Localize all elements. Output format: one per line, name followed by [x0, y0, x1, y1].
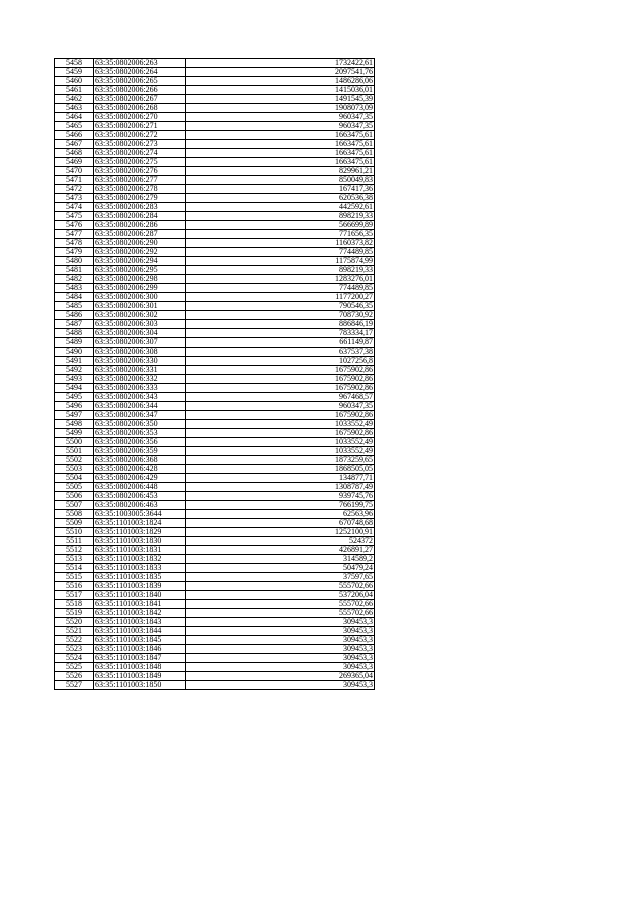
cadastral-number-cell: 63:35:0802006:344 — [94, 401, 186, 410]
cadastral-number-cell: 63:35:0802006:298 — [94, 275, 186, 284]
value-cell: 960347,35 — [186, 122, 375, 131]
value-cell: 790546,35 — [186, 302, 375, 311]
cadastral-number-cell: 63:35:1101003:1839 — [94, 581, 186, 590]
table-row — [55, 636, 375, 645]
row-number-cell: 5467 — [55, 140, 94, 149]
table-row — [55, 239, 375, 248]
table-row — [55, 77, 375, 86]
cadastral-number-cell: 63:35:0802006:350 — [94, 419, 186, 428]
cadastral-number-cell: 63:35:0802006:347 — [94, 410, 186, 419]
value-cell: 661149,87 — [186, 338, 375, 347]
cadastral-number-cell: 63:35:0802006:356 — [94, 437, 186, 446]
cadastral-number-cell: 63:35:0802006:453 — [94, 491, 186, 500]
value-cell: 269365,04 — [186, 672, 375, 681]
table-row — [55, 645, 375, 654]
value-cell: 309453,3 — [186, 663, 375, 672]
value-cell: 426891,27 — [186, 545, 375, 554]
table-row — [55, 203, 375, 212]
row-number-cell: 5522 — [55, 636, 94, 645]
cadastral-number-cell: 63:35:1101003:1841 — [94, 599, 186, 608]
value-cell: 898219,33 — [186, 266, 375, 275]
table-row — [55, 464, 375, 473]
value-cell: 774489,85 — [186, 284, 375, 293]
value-cell: 50479,24 — [186, 563, 375, 572]
table-row — [55, 491, 375, 500]
table-row — [55, 626, 375, 635]
row-number-cell: 5481 — [55, 266, 94, 275]
table-row — [55, 554, 375, 563]
row-number-cell: 5466 — [55, 131, 94, 140]
value-cell: 1033552,49 — [186, 437, 375, 446]
value-cell: 309453,3 — [186, 645, 375, 654]
value-cell: 314589,2 — [186, 554, 375, 563]
cadastral-number-cell: 63:35:1101003:1850 — [94, 681, 186, 690]
cadastral-number-cell: 63:35:0802006:278 — [94, 185, 186, 194]
value-cell: 1675902,86 — [186, 428, 375, 437]
row-number-cell: 5475 — [55, 212, 94, 221]
value-cell: 960347,35 — [186, 401, 375, 410]
row-number-cell: 5489 — [55, 338, 94, 347]
table-row — [55, 590, 375, 599]
row-number-cell: 5501 — [55, 446, 94, 455]
table-row — [55, 599, 375, 608]
row-number-cell: 5523 — [55, 645, 94, 654]
table-row — [55, 608, 375, 617]
value-cell: 960347,35 — [186, 113, 375, 122]
table-row — [55, 410, 375, 419]
row-number-cell: 5493 — [55, 374, 94, 383]
cadastral-number-cell: 63:35:0802006:463 — [94, 500, 186, 509]
table-row — [55, 320, 375, 329]
table-row — [55, 374, 375, 383]
cadastral-number-cell: 63:35:0802006:264 — [94, 68, 186, 77]
row-number-cell: 5486 — [55, 311, 94, 320]
row-number-cell: 5494 — [55, 383, 94, 392]
row-number-cell: 5468 — [55, 149, 94, 158]
row-number-cell: 5511 — [55, 536, 94, 545]
value-cell: 309453,3 — [186, 654, 375, 663]
cadastral-number-cell: 63:35:0802006:343 — [94, 392, 186, 401]
row-number-cell: 5500 — [55, 437, 94, 446]
value-cell: 670748,68 — [186, 518, 375, 527]
table-row — [55, 536, 375, 545]
table-row — [55, 257, 375, 266]
row-number-cell: 5503 — [55, 464, 94, 473]
value-cell: 555702,66 — [186, 608, 375, 617]
row-number-cell: 5487 — [55, 320, 94, 329]
table-row — [55, 131, 375, 140]
row-number-cell: 5513 — [55, 554, 94, 563]
value-cell: 1160373,82 — [186, 239, 375, 248]
row-number-cell: 5502 — [55, 455, 94, 464]
cadastral-number-cell: 63:35:0802006:266 — [94, 86, 186, 95]
cadastral-number-cell: 63:35:0802006:308 — [94, 347, 186, 356]
table-row — [55, 383, 375, 392]
row-number-cell: 5473 — [55, 194, 94, 203]
value-cell: 898219,33 — [186, 212, 375, 221]
cadastral-number-cell: 63:35:1101003:1824 — [94, 518, 186, 527]
row-number-cell: 5477 — [55, 230, 94, 239]
cadastral-number-cell: 63:35:1101003:1833 — [94, 563, 186, 572]
table-row — [55, 572, 375, 581]
table-row — [55, 527, 375, 536]
value-cell: 637537,38 — [186, 347, 375, 356]
value-cell: 1033552,49 — [186, 419, 375, 428]
cadastral-number-cell: 63:35:1101003:1843 — [94, 617, 186, 626]
row-number-cell: 5461 — [55, 86, 94, 95]
cadastral-number-cell: 63:35:0802006:265 — [94, 77, 186, 86]
row-number-cell: 5479 — [55, 248, 94, 257]
cadastral-number-cell: 63:35:0802006:287 — [94, 230, 186, 239]
row-number-cell: 5460 — [55, 77, 94, 86]
cadastral-number-cell: 63:35:0802006:428 — [94, 464, 186, 473]
row-number-cell: 5458 — [55, 59, 94, 68]
value-cell: 524372 — [186, 536, 375, 545]
table-row — [55, 473, 375, 482]
value-cell: 1491545,39 — [186, 95, 375, 104]
cadastral-number-cell: 63:35:0802006:448 — [94, 482, 186, 491]
row-number-cell: 5480 — [55, 257, 94, 266]
value-cell: 1663475,61 — [186, 131, 375, 140]
row-number-cell: 5510 — [55, 527, 94, 536]
value-cell: 939745,76 — [186, 491, 375, 500]
row-number-cell: 5482 — [55, 275, 94, 284]
table-row — [55, 392, 375, 401]
value-cell: 1252100,91 — [186, 527, 375, 536]
value-cell: 1027256,8 — [186, 356, 375, 365]
value-cell: 1486286,06 — [186, 77, 375, 86]
table-row — [55, 95, 375, 104]
table-row — [55, 86, 375, 95]
row-number-cell: 5524 — [55, 654, 94, 663]
table-row — [55, 68, 375, 77]
table-row — [55, 437, 375, 446]
row-number-cell: 5470 — [55, 167, 94, 176]
table-row — [55, 681, 375, 690]
row-number-cell: 5527 — [55, 681, 94, 690]
row-number-cell: 5514 — [55, 563, 94, 572]
row-number-cell: 5497 — [55, 410, 94, 419]
value-cell: 62563,96 — [186, 509, 375, 518]
value-cell: 1732422,61 — [186, 59, 375, 68]
cadastral-number-cell: 63:35:0802006:303 — [94, 320, 186, 329]
table-row — [55, 419, 375, 428]
cadastral-number-cell: 63:35:0802006:294 — [94, 257, 186, 266]
row-number-cell: 5517 — [55, 590, 94, 599]
row-number-cell: 5465 — [55, 122, 94, 131]
table-row — [55, 654, 375, 663]
cadastral-number-cell: 63:35:0802006:304 — [94, 329, 186, 338]
value-cell: 620536,38 — [186, 194, 375, 203]
value-cell: 134877,71 — [186, 473, 375, 482]
table-row — [55, 113, 375, 122]
table-row — [55, 284, 375, 293]
value-cell: 1177200,27 — [186, 293, 375, 302]
row-number-cell: 5521 — [55, 626, 94, 635]
table-row — [55, 329, 375, 338]
cadastral-number-cell: 63:35:1101003:1847 — [94, 654, 186, 663]
row-number-cell: 5463 — [55, 104, 94, 113]
value-cell: 309453,3 — [186, 681, 375, 690]
cadastral-number-cell: 63:35:1101003:1829 — [94, 527, 186, 536]
cadastral-number-cell: 63:35:0802006:368 — [94, 455, 186, 464]
cadastral-number-cell: 63:35:0802006:274 — [94, 149, 186, 158]
value-cell: 1675902,86 — [186, 374, 375, 383]
row-number-cell: 5491 — [55, 356, 94, 365]
cadastral-number-cell: 63:35:0802006:271 — [94, 122, 186, 131]
value-cell: 555702,66 — [186, 599, 375, 608]
value-cell: 1675902,86 — [186, 365, 375, 374]
row-number-cell: 5476 — [55, 221, 94, 230]
value-cell: 537206,04 — [186, 590, 375, 599]
cadastral-number-cell: 63:35:0802006:359 — [94, 446, 186, 455]
cadastral-number-cell: 63:35:0802006:275 — [94, 158, 186, 167]
row-number-cell: 5516 — [55, 581, 94, 590]
cadastral-value-table — [54, 58, 375, 690]
cadastral-number-cell: 63:35:1101003:1840 — [94, 590, 186, 599]
value-cell: 850049,83 — [186, 176, 375, 185]
cadastral-number-cell: 63:35:0802006:286 — [94, 221, 186, 230]
table-row — [55, 401, 375, 410]
row-number-cell: 5485 — [55, 302, 94, 311]
cadastral-number-cell: 63:35:1101003:1830 — [94, 536, 186, 545]
table-row — [55, 446, 375, 455]
table-row — [55, 356, 375, 365]
row-number-cell: 5508 — [55, 509, 94, 518]
cadastral-number-cell: 63:35:1003005:3644 — [94, 509, 186, 518]
cadastral-number-cell: 63:35:1101003:1845 — [94, 636, 186, 645]
cadastral-number-cell: 63:35:0802006:263 — [94, 59, 186, 68]
table-row — [55, 347, 375, 356]
table-row — [55, 185, 375, 194]
row-number-cell: 5488 — [55, 329, 94, 338]
value-cell: 829961,21 — [186, 167, 375, 176]
row-number-cell: 5484 — [55, 293, 94, 302]
table-row — [55, 275, 375, 284]
cadastral-number-cell: 63:35:0802006:283 — [94, 203, 186, 212]
row-number-cell: 5498 — [55, 419, 94, 428]
row-number-cell: 5471 — [55, 176, 94, 185]
table-row — [55, 266, 375, 275]
cadastral-number-cell: 63:35:0802006:270 — [94, 113, 186, 122]
table-row — [55, 212, 375, 221]
value-cell: 309453,3 — [186, 626, 375, 635]
row-number-cell: 5462 — [55, 95, 94, 104]
cadastral-number-cell: 63:35:0802006:295 — [94, 266, 186, 275]
value-cell: 771656,35 — [186, 230, 375, 239]
table-row — [55, 482, 375, 491]
table-row — [55, 581, 375, 590]
value-cell: 708730,92 — [186, 311, 375, 320]
value-cell: 766199,75 — [186, 500, 375, 509]
cadastral-number-cell: 63:35:1101003:1831 — [94, 545, 186, 554]
table-row — [55, 563, 375, 572]
value-cell: 886846,19 — [186, 320, 375, 329]
value-cell: 1908073,09 — [186, 104, 375, 113]
row-number-cell: 5495 — [55, 392, 94, 401]
row-number-cell: 5515 — [55, 572, 94, 581]
table-row — [55, 176, 375, 185]
table-row — [55, 140, 375, 149]
table-row — [55, 663, 375, 672]
table-row — [55, 59, 375, 68]
row-number-cell: 5490 — [55, 347, 94, 356]
table-row — [55, 104, 375, 113]
row-number-cell: 5509 — [55, 518, 94, 527]
value-cell: 1868505,05 — [186, 464, 375, 473]
value-cell: 783334,17 — [186, 329, 375, 338]
value-cell: 1033552,49 — [186, 446, 375, 455]
value-cell: 2097541,76 — [186, 68, 375, 77]
value-cell: 309453,3 — [186, 636, 375, 645]
row-number-cell: 5526 — [55, 672, 94, 681]
cadastral-number-cell: 63:35:0802006:429 — [94, 473, 186, 482]
table-row — [55, 545, 375, 554]
table-row — [55, 311, 375, 320]
value-cell: 1283276,01 — [186, 275, 375, 284]
row-number-cell: 5492 — [55, 365, 94, 374]
value-cell: 1663475,61 — [186, 140, 375, 149]
row-number-cell: 5506 — [55, 491, 94, 500]
cadastral-number-cell: 63:35:0802006:292 — [94, 248, 186, 257]
row-number-cell: 5474 — [55, 203, 94, 212]
row-number-cell: 5499 — [55, 428, 94, 437]
row-number-cell: 5525 — [55, 663, 94, 672]
cadastral-number-cell: 63:35:0802006:290 — [94, 239, 186, 248]
row-number-cell: 5507 — [55, 500, 94, 509]
row-number-cell: 5478 — [55, 239, 94, 248]
cadastral-number-cell: 63:35:0802006:268 — [94, 104, 186, 113]
row-number-cell: 5459 — [55, 68, 94, 77]
cadastral-number-cell: 63:35:1101003:1846 — [94, 645, 186, 654]
cadastral-number-cell: 63:35:0802006:332 — [94, 374, 186, 383]
row-number-cell: 5469 — [55, 158, 94, 167]
cadastral-number-cell: 63:35:0802006:307 — [94, 338, 186, 347]
cadastral-number-cell: 63:35:0802006:299 — [94, 284, 186, 293]
row-number-cell: 5496 — [55, 401, 94, 410]
value-cell: 1675902,86 — [186, 410, 375, 419]
cadastral-number-cell: 63:35:0802006:301 — [94, 302, 186, 311]
value-cell: 1415036,01 — [186, 86, 375, 95]
table-row — [55, 428, 375, 437]
row-number-cell: 5483 — [55, 284, 94, 293]
cadastral-number-cell: 63:35:0802006:300 — [94, 293, 186, 302]
table-row — [55, 149, 375, 158]
cadastral-number-cell: 63:35:0802006:276 — [94, 167, 186, 176]
cadastral-number-cell: 63:35:0802006:353 — [94, 428, 186, 437]
value-cell: 967468,57 — [186, 392, 375, 401]
cadastral-number-cell: 63:35:0802006:284 — [94, 212, 186, 221]
table-row — [55, 230, 375, 239]
table-row — [55, 365, 375, 374]
table-body — [55, 59, 375, 690]
cadastral-number-cell: 63:35:1101003:1848 — [94, 663, 186, 672]
value-cell: 1663475,61 — [186, 149, 375, 158]
row-number-cell: 5518 — [55, 599, 94, 608]
cadastral-number-cell: 63:35:0802006:333 — [94, 383, 186, 392]
row-number-cell: 5472 — [55, 185, 94, 194]
table-row — [55, 167, 375, 176]
value-cell: 1175874,99 — [186, 257, 375, 266]
row-number-cell: 5519 — [55, 608, 94, 617]
cadastral-number-cell: 63:35:1101003:1832 — [94, 554, 186, 563]
cadastral-number-cell: 63:35:0802006:272 — [94, 131, 186, 140]
table-row — [55, 338, 375, 347]
value-cell: 442592,61 — [186, 203, 375, 212]
table-row — [55, 293, 375, 302]
cadastral-number-cell: 63:35:1101003:1842 — [94, 608, 186, 617]
table-row — [55, 672, 375, 681]
table-row — [55, 509, 375, 518]
table-row — [55, 500, 375, 509]
value-cell: 1663475,61 — [186, 158, 375, 167]
cadastral-number-cell: 63:35:0802006:302 — [94, 311, 186, 320]
row-number-cell: 5520 — [55, 617, 94, 626]
value-cell: 555702,66 — [186, 581, 375, 590]
value-cell: 1873259,65 — [186, 455, 375, 464]
value-cell: 37597,65 — [186, 572, 375, 581]
cadastral-number-cell: 63:35:0802006:273 — [94, 140, 186, 149]
value-cell: 774489,85 — [186, 248, 375, 257]
row-number-cell: 5504 — [55, 473, 94, 482]
cadastral-number-cell: 63:35:1101003:1849 — [94, 672, 186, 681]
row-number-cell: 5464 — [55, 113, 94, 122]
table-row — [55, 302, 375, 311]
table-row — [55, 617, 375, 626]
table-row — [55, 221, 375, 230]
value-cell: 167417,36 — [186, 185, 375, 194]
cadastral-number-cell: 63:35:0802006:331 — [94, 365, 186, 374]
value-cell: 1308787,49 — [186, 482, 375, 491]
table-row — [55, 518, 375, 527]
cadastral-number-cell: 63:35:0802006:279 — [94, 194, 186, 203]
cadastral-number-cell: 63:35:0802006:267 — [94, 95, 186, 104]
table-row — [55, 122, 375, 131]
value-cell: 1675902,86 — [186, 383, 375, 392]
table-row — [55, 248, 375, 257]
row-number-cell: 5512 — [55, 545, 94, 554]
cadastral-number-cell: 63:35:1101003:1835 — [94, 572, 186, 581]
table-row — [55, 158, 375, 167]
row-number-cell: 5505 — [55, 482, 94, 491]
value-cell: 566699,89 — [186, 221, 375, 230]
table-row — [55, 194, 375, 203]
value-cell: 309453,3 — [186, 617, 375, 626]
table-row — [55, 455, 375, 464]
cadastral-number-cell: 63:35:0802006:277 — [94, 176, 186, 185]
cadastral-number-cell: 63:35:1101003:1844 — [94, 626, 186, 635]
cadastral-number-cell: 63:35:0802006:330 — [94, 356, 186, 365]
